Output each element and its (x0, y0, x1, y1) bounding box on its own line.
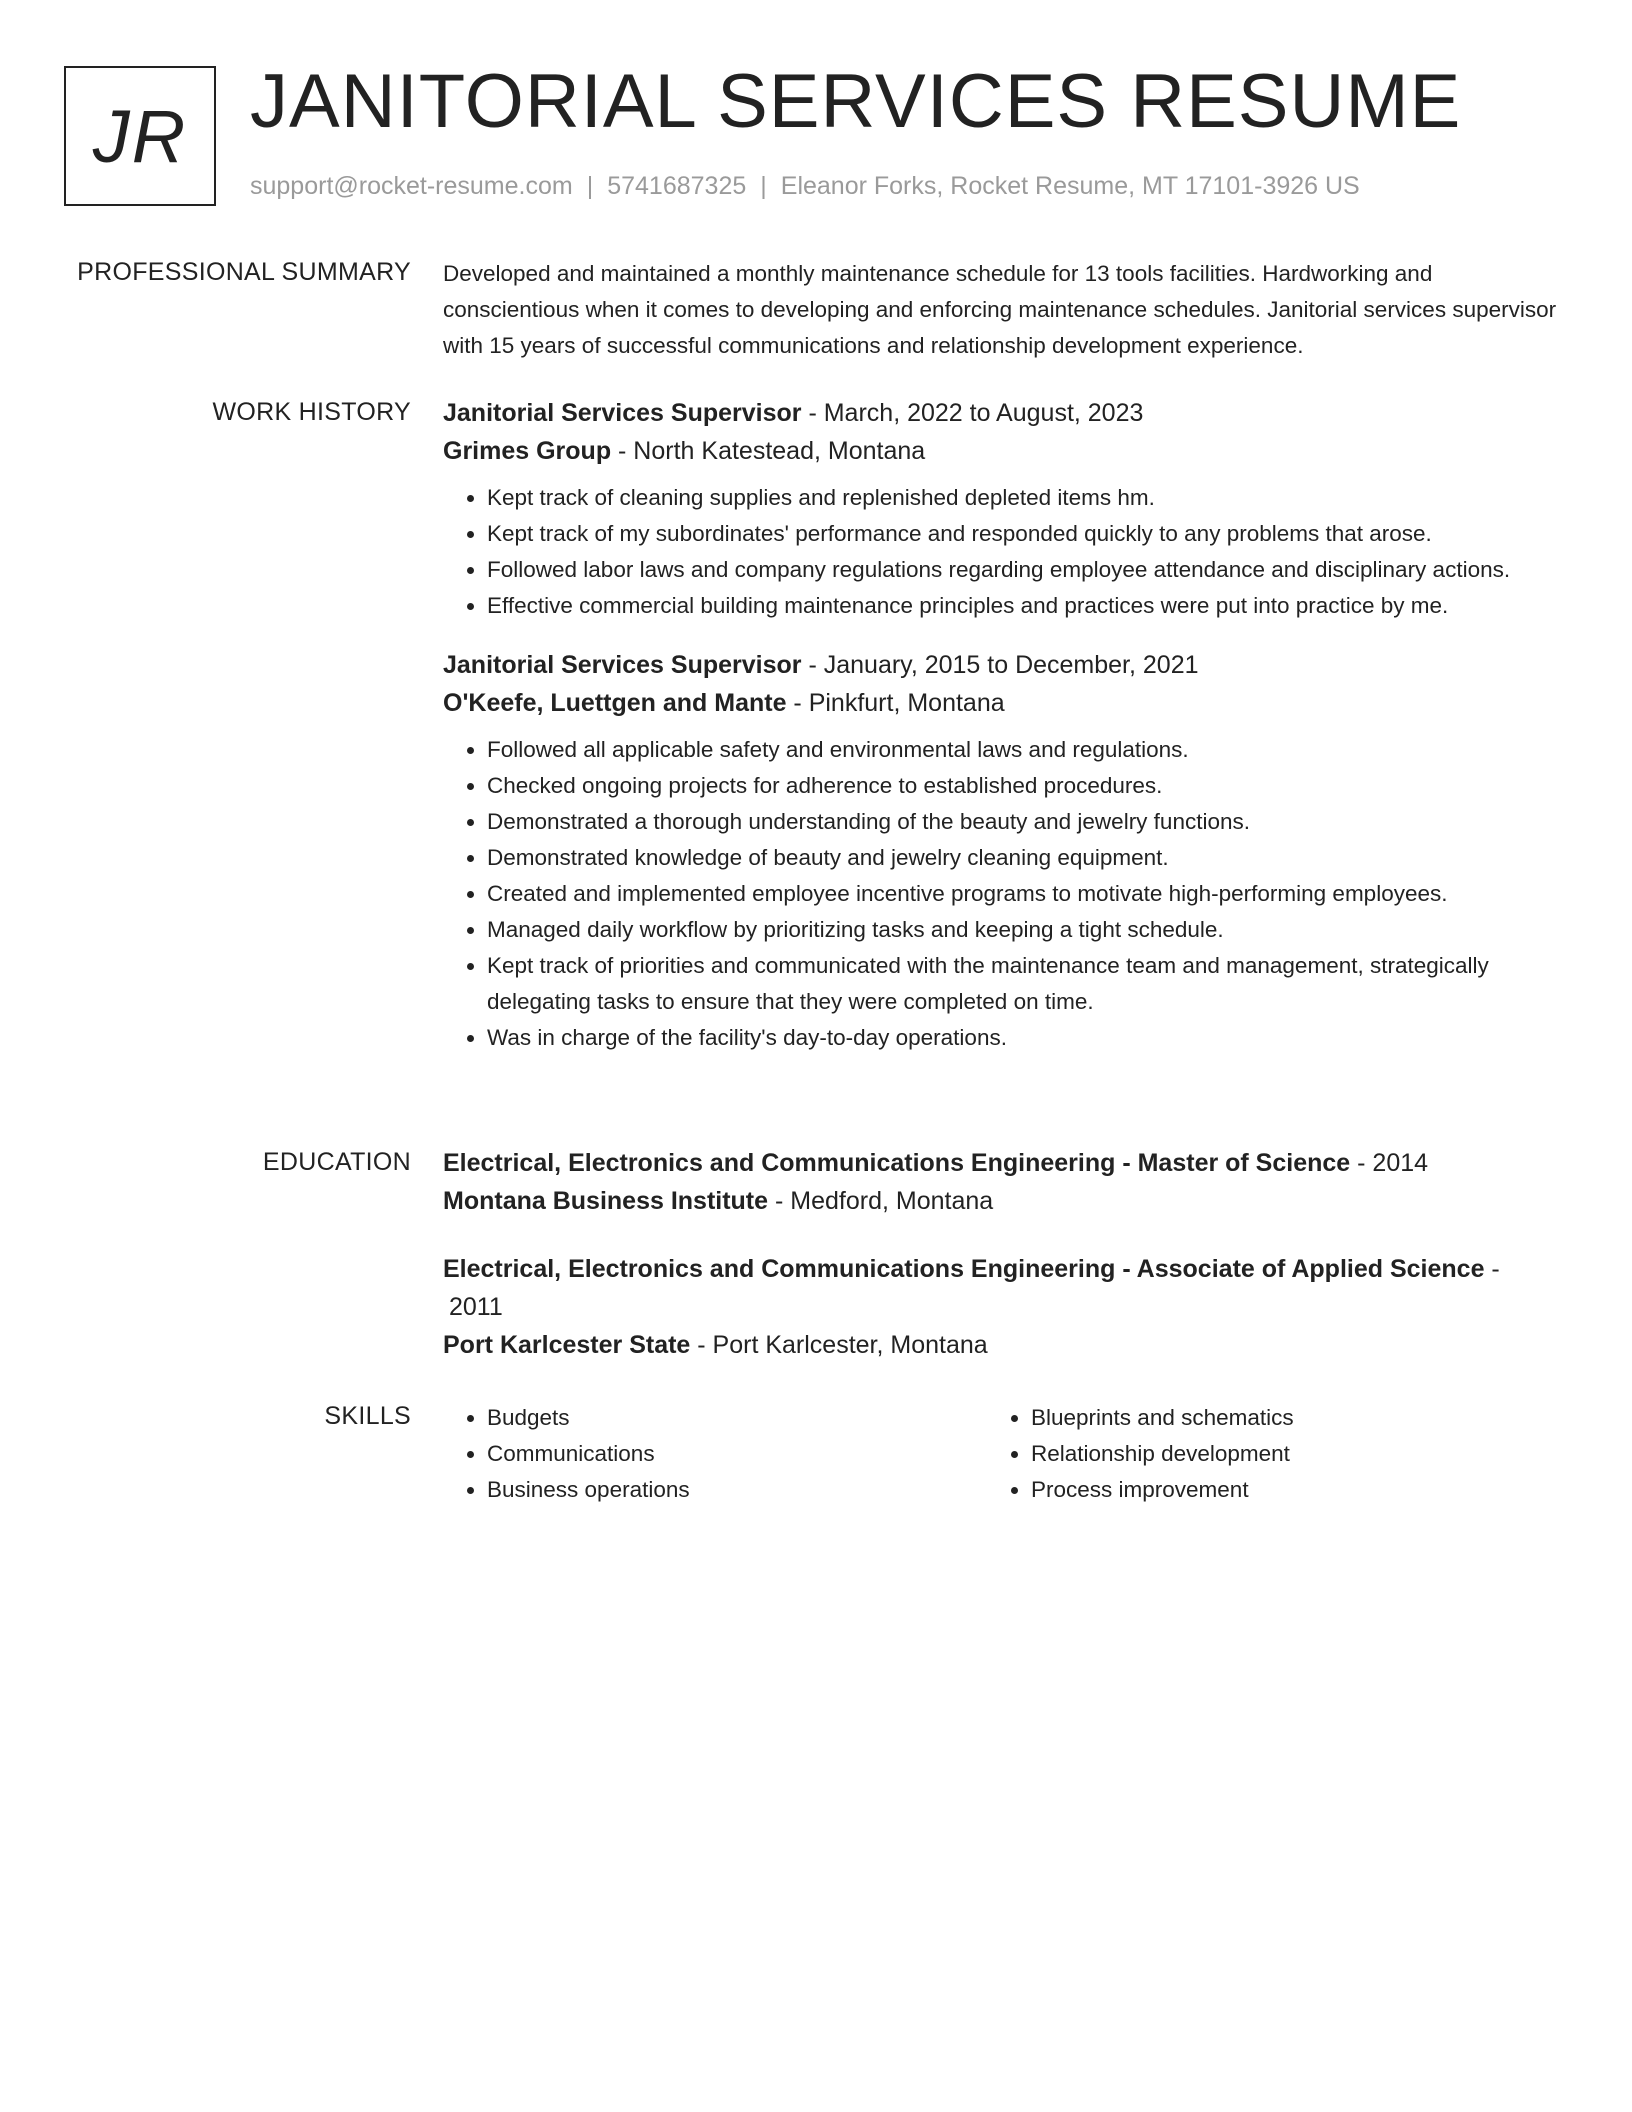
list-item: • Relationship development (1031, 1436, 1531, 1472)
skills-list-right (987, 1400, 1531, 1508)
list-item: • Followed all applicable safety and environmental laws and regulations. (487, 732, 1558, 768)
list-item: • Budgets (487, 1400, 987, 1436)
skills-heading: SKILLS (324, 1402, 411, 1430)
list-item: • Business operations (487, 1472, 987, 1508)
list-item: • Created and implemented employee incentive programs to motivate high-performing employees. (487, 876, 1558, 912)
job-company: O'Keefe, Luettgen and Mante (443, 689, 787, 717)
list-item: • Managed daily workflow by prioritizing tasks and keeping a tight schedule. (487, 912, 1558, 948)
school-location: - Port Karlcester, Montana (690, 1331, 988, 1359)
monogram-box (64, 66, 216, 206)
contact-line (250, 172, 1360, 201)
skills-columns (443, 1400, 1558, 1508)
list-item: • Kept track of my subordinates' performance and responded quickly to any problems that arose. (487, 516, 1558, 552)
contact-phone: 5741687325 (607, 172, 747, 200)
contact-separator: | (586, 172, 594, 200)
degree-year-line (443, 1288, 1558, 1326)
contact-address: Eleanor Forks, Rocket Resume, MT 17101-3926 US (780, 172, 1360, 200)
summary-content (443, 256, 1558, 364)
monogram-initials: JR (92, 94, 188, 178)
degree-year: 2011 (449, 1293, 503, 1321)
list-item: • Kept track of priorities and communicated with the maintenance team and management, strategically delegating tasks to ensure that they were completed on time. (487, 948, 1558, 1020)
job-title-line (443, 646, 1558, 684)
job-location: - North Katestead, Montana (611, 437, 926, 465)
education-entry (443, 1250, 1558, 1364)
job-entry (443, 394, 1558, 624)
job-dates: - March, 2022 to August, 2023 (801, 399, 1144, 427)
job-title: Janitorial Services Supervisor (443, 399, 802, 427)
skills-content (443, 1400, 1558, 1508)
list-item: • Kept track of cleaning supplies and replenished depleted items hm. (487, 480, 1558, 516)
list-item: • Demonstrated a thorough understanding of the beauty and jewelry functions. (487, 804, 1558, 840)
job-entry (443, 646, 1558, 1056)
education-heading: EDUCATION (262, 1148, 411, 1176)
list-item: • Was in charge of the facility's day-to-day operations. (487, 1020, 1558, 1056)
school: Port Karlcester State (443, 1331, 691, 1359)
resume-title: JANITORIAL SERVICES RESUME (250, 59, 1462, 144)
job-company-line (443, 432, 1558, 470)
job-dates: - January, 2015 to December, 2021 (801, 651, 1199, 679)
list-item: • Demonstrated knowledge of beauty and jewelry cleaning equipment. (487, 840, 1558, 876)
degree-line (443, 1250, 1558, 1288)
job-bullets (443, 732, 1558, 1056)
degree-line (443, 1144, 1558, 1182)
school-line (443, 1182, 1558, 1220)
summary-heading: PROFESSIONAL SUMMARY (77, 258, 411, 286)
education-content (443, 1144, 1558, 1386)
job-title-line (443, 394, 1558, 432)
degree: Electrical, Electronics and Communications Engineering - Master of Science (443, 1149, 1351, 1177)
skills-list-left (443, 1400, 987, 1508)
contact-separator: | (760, 172, 767, 200)
job-title: Janitorial Services Supervisor (443, 651, 802, 679)
degree-year-separator: - (1484, 1255, 1500, 1283)
school-line (443, 1326, 1558, 1364)
education-entry (443, 1144, 1558, 1220)
school: Montana Business Institute (443, 1187, 769, 1215)
summary-text: Developed and maintained a monthly maintenance schedule for 13 tools facilities. Hardworking and conscientious when it comes to developing and enforcing maintenance schedules. Janitorial services supervisor with 15 years of successful communications and relationship development experience. (443, 261, 1557, 358)
list-item: • Checked ongoing projects for adherence to established procedures. (487, 768, 1558, 804)
list-item: • Followed labor laws and company regulations regarding employee attendance and disciplinary actions. (487, 552, 1558, 588)
list-item: • Process improvement (1031, 1472, 1531, 1508)
degree: Electrical, Electronics and Communications Engineering - Associate of Applied Science (443, 1255, 1485, 1283)
job-bullets (443, 480, 1558, 624)
degree-year: - 2014 (1350, 1149, 1429, 1177)
list-item: • Blueprints and schematics (1031, 1400, 1531, 1436)
school-location: - Medford, Montana (768, 1187, 994, 1215)
list-item: • Communications (487, 1436, 987, 1472)
contact-email: support@rocket-resume.com (250, 172, 573, 200)
job-company-line (443, 684, 1558, 722)
work-history-heading: WORK HISTORY (212, 398, 411, 426)
work-history-content (443, 394, 1558, 1078)
list-item: • Effective commercial building maintenance principles and practices were put into practice by me. (487, 588, 1558, 624)
job-company: Grimes Group (443, 437, 612, 465)
job-location: - Pinkfurt, Montana (786, 689, 1005, 717)
